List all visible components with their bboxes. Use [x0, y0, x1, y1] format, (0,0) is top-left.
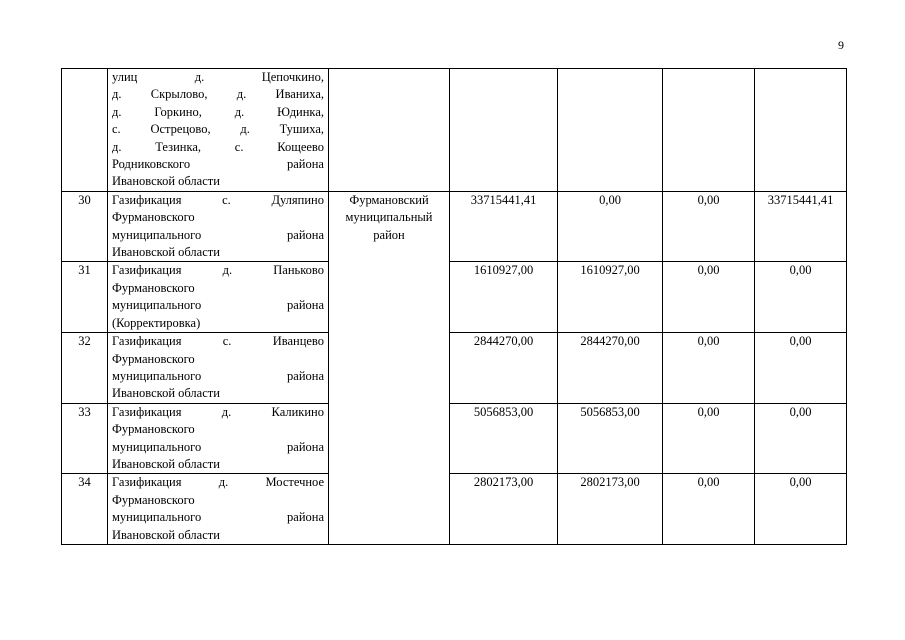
object-name — [108, 191, 329, 262]
name-line: д. Горкино, д. Юдинка, — [112, 104, 324, 119]
amount-total: 2802173,00 — [450, 474, 558, 545]
amount-col-4: 0,00 — [755, 262, 847, 333]
table-row — [62, 262, 847, 333]
row-number — [62, 69, 108, 192]
amount-col-2: 5056853,00 — [558, 403, 663, 474]
name-line: Ивановской области — [112, 456, 220, 471]
name-line: Ивановской области — [112, 386, 220, 401]
page-number: 9 — [838, 38, 844, 52]
name-line: Ивановской области — [112, 527, 220, 542]
table-row — [62, 474, 847, 545]
name-line: Газификация с. Иванцево — [112, 334, 324, 349]
row-number: 34 — [62, 474, 108, 545]
object-name — [108, 474, 329, 545]
name-line: Ивановской области — [112, 245, 220, 260]
amount-col-4: 0,00 — [755, 403, 847, 474]
amount-col-3: 0,00 — [663, 262, 755, 333]
municipality-line: муниципальный — [345, 210, 433, 225]
amount-col-4: 33715441,41 — [755, 191, 847, 262]
table-row — [62, 403, 847, 474]
name-line: Фурмановского — [112, 351, 195, 366]
amount-col-2: 1610927,00 — [558, 262, 663, 333]
amount-total: 5056853,00 — [450, 403, 558, 474]
name-line: улиц д. Цепочкино, — [112, 70, 324, 84]
object-name — [108, 403, 329, 474]
name-line: Фурмановского — [112, 210, 195, 225]
municipality-line: район — [373, 227, 405, 242]
amount-col-3 — [663, 69, 755, 192]
name-line: Газификация д. Паньково — [112, 263, 324, 278]
table-row — [62, 69, 847, 192]
amount-col-3: 0,00 — [663, 333, 755, 404]
amount-col-3: 0,00 — [663, 191, 755, 262]
object-name — [108, 333, 329, 404]
amount-col-3: 0,00 — [663, 403, 755, 474]
row-number: 30 — [62, 191, 108, 262]
municipality-cell — [329, 69, 450, 192]
row-number: 33 — [62, 403, 108, 474]
amount-total: 1610927,00 — [450, 262, 558, 333]
name-line: Газификация д. Каликино — [112, 404, 324, 419]
name-line: с. Острецово, д. Тушиха, — [112, 122, 324, 137]
amount-col-2: 0,00 — [558, 191, 663, 262]
amount-total — [450, 69, 558, 192]
amount-total: 2844270,00 — [450, 333, 558, 404]
amount-col-4 — [755, 69, 847, 192]
name-line: муниципального района — [112, 298, 324, 313]
row-number: 32 — [62, 333, 108, 404]
municipality-cell — [329, 191, 450, 545]
row-number: 31 — [62, 262, 108, 333]
name-line: Фурмановского — [112, 422, 195, 437]
name-line: Фурмановского — [112, 492, 195, 507]
name-line: Газификация д. Мостечное — [112, 475, 324, 490]
name-line: муниципального района — [112, 510, 324, 525]
name-line: д. Скрылово, д. Иваниха, — [112, 87, 324, 102]
municipality-line: Фурмановский — [349, 192, 429, 207]
table-row — [62, 191, 847, 262]
amount-col-2 — [558, 69, 663, 192]
name-line: Родниковского района — [112, 157, 324, 172]
budget-table — [61, 68, 847, 545]
name-line: муниципального района — [112, 227, 324, 242]
amount-col-4: 0,00 — [755, 474, 847, 545]
name-line: д. Тезинка, с. Кощеево — [112, 139, 324, 154]
object-name — [108, 69, 329, 192]
name-line: (Корректировка) — [112, 315, 201, 330]
amount-col-3: 0,00 — [663, 474, 755, 545]
name-line: муниципального района — [112, 368, 324, 383]
name-line: Газификация с. Дуляпино — [112, 192, 324, 207]
amount-col-2: 2844270,00 — [558, 333, 663, 404]
name-line: Фурмановского — [112, 280, 195, 295]
object-name — [108, 262, 329, 333]
amount-col-2: 2802173,00 — [558, 474, 663, 545]
amount-col-4: 0,00 — [755, 333, 847, 404]
amount-total: 33715441,41 — [450, 191, 558, 262]
table-row — [62, 333, 847, 404]
name-line: муниципального района — [112, 439, 324, 454]
name-line: Ивановской области — [112, 174, 220, 189]
